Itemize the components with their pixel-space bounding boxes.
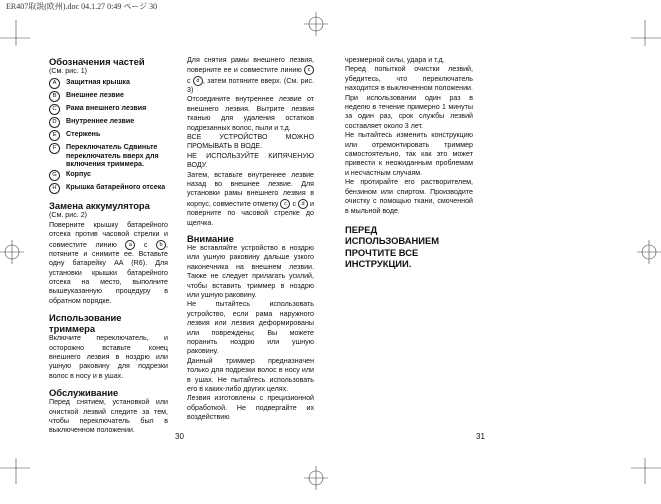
body-text: Для снятия рамы внешнего лезвия, поверните ее и совместите линию [187,56,314,75]
parts-list-item [49,183,168,194]
usage-heading: Использование триммера [49,312,122,335]
body-paragraph: Не пытайтесь изменить конструкцию или отремонтировать триммер самостоятельно, так как это может привести к неожиданным проблемам и несчастным случаям. [345,131,473,177]
part-marker: F [49,143,60,154]
maintenance-paragraph: Перед снятием, установкой или очисткой лезвий следите за тем, чтобы переключатель был в выключенном положении. [49,398,168,435]
page-number-left: 30 [175,432,184,441]
body-text: , затем потяните вверх. (См. рис. 3) [187,76,314,94]
body-paragraph: Перед попыткой очистки лезвий, убедитесь, что переключатель находится в выключенном положении. При использовании один раз в неделю в течение примерно 1 минуты за один раз, срок службы лезвий составляет около 3 лет. [345,65,473,130]
usage-paragraph: Включите переключатель, и осторожно вставьте конец внешнего лезвия в ноздрю или ушную раковину для подрезки волос в носу и в ушах. [49,334,168,380]
battery-paragraph [49,221,168,307]
battery-figure-ref: (См. рис. 2) [49,211,88,220]
body-text: и поверните по часовой стрелке до щелчка. [187,199,314,227]
warning-paragraph: Не пытайтесь использовать устройство, если рама наружного лезвия или лезвия деформированы или повреждены; Вы можете поранить ноздрю или ушную раковину. [187,300,314,356]
parts-figure-ref: (См. рис. 1) [49,67,88,75]
part-marker: E [49,130,60,141]
alignment-mark: c [280,199,290,209]
part-label: Крышка батарейного отсека [66,183,166,192]
cleaning-paragraph: Отсоедините внутреннее лезвие от внешнего лезвия. Вытрите лезвия тканью для удаления остатков подрезанных волос, пыли и т.д. [187,95,314,132]
part-label: Защитная крышка [66,78,130,87]
part-marker: B [49,91,60,102]
battery-text: с [143,240,148,249]
parts-list-item [49,91,168,102]
warning-paragraph: Данный триммер предназначен только для подрезки волос в носу или в ушах. Не пытайтесь использовать его в каких-либо других целях. [187,356,314,394]
parts-list-item [49,130,168,141]
part-label: Стержень [66,130,101,139]
parts-heading: Обозначения частей [49,56,145,67]
body-text: с [292,199,296,208]
warning-heading: Внимание [187,232,234,244]
part-label: Переключатель Сдвиньте переключатель вверх для включения триммера. [66,143,159,168]
right-column [345,56,473,270]
part-label: Внутреннее лезвие [66,117,135,126]
parts-list-item [49,170,168,181]
reassembly-paragraph [187,171,314,228]
read-instructions-notice: ПЕРЕД ИСПОЛЬЗОВАНИЕМ ПРОЧТИТЕ ВСЕ ИНСТРУКЦИИ. [345,223,440,270]
warning-paragraph: Не вставляйте устройство в ноздрю или ушную раковину дальше узкого наконечника на внешнем лезвии. Также не следует прилагать усилий, чтобы вставить триммер в ноздрю или ушную раковину. [187,243,314,299]
body-text: с [187,76,191,85]
alignment-mark: b [156,240,166,250]
middle-column [187,56,314,423]
part-marker: H [49,183,60,194]
battery-text: Поверните крышку батарейного отсека против часовой стрелки и совместите линию [49,220,168,249]
alignment-mark: a [125,240,135,250]
part-marker: A [49,78,60,89]
parts-list-item [49,143,168,168]
washable-notice: ВСЕ УСТРОЙСТВО МОЖНО ПРОМЫВАТЬ В ВОДЕ. [187,133,314,151]
part-label: Внешнее лезвие [66,91,124,100]
parts-list-item [49,117,168,128]
part-label: Корпус [66,170,91,179]
document-header: ER407取説(欧州).doc 04.1.27 0:49 ページ 30 [6,2,158,11]
parts-list [49,78,168,194]
frame-removal-paragraph [187,56,314,95]
body-paragraph: Не протирайте его растворителем, бензином или спиртом. Производите очистку с помощью ткани, смоченной в мыльной воде. [345,178,473,215]
body-text: Затем, вставьте внутреннее лезвие назад во внешнее лезвие. Для установки рамы внешнего лезвия в корпус, совместите отметку [187,170,314,208]
parts-list-item [49,104,168,115]
left-column [49,56,168,436]
battery-text: , потяните и снимите ее. Вставьте одну батарейку AA (R6). Для установки крышки батарейного отсека на место, выполните вышеуказанную процедуру в обратном порядке. [49,240,168,305]
warning-paragraph: Лезвия изготовлены с прецизионной обработкой. Не подвергайте их воздействию [187,394,314,422]
battery-heading: Замена аккумулятора [49,200,150,212]
alignment-mark: d [193,76,203,86]
parts-list-item [49,78,168,89]
maintenance-heading: Обслуживание [49,387,119,399]
part-marker: G [49,170,60,181]
part-marker: D [49,117,60,128]
alignment-mark: c [304,65,314,75]
part-label: Рама внешнего лезвия [66,104,147,113]
page-number-right: 31 [476,432,485,441]
alignment-mark: d [298,199,308,209]
part-marker: C [49,104,60,115]
boiling-water-notice: НЕ ИСПОЛЬЗУЙТЕ КИПЯЧЕНУЮ ВОДУ. [187,151,314,170]
body-paragraph: чрезмерной силы, удара и т.д. [345,56,445,64]
